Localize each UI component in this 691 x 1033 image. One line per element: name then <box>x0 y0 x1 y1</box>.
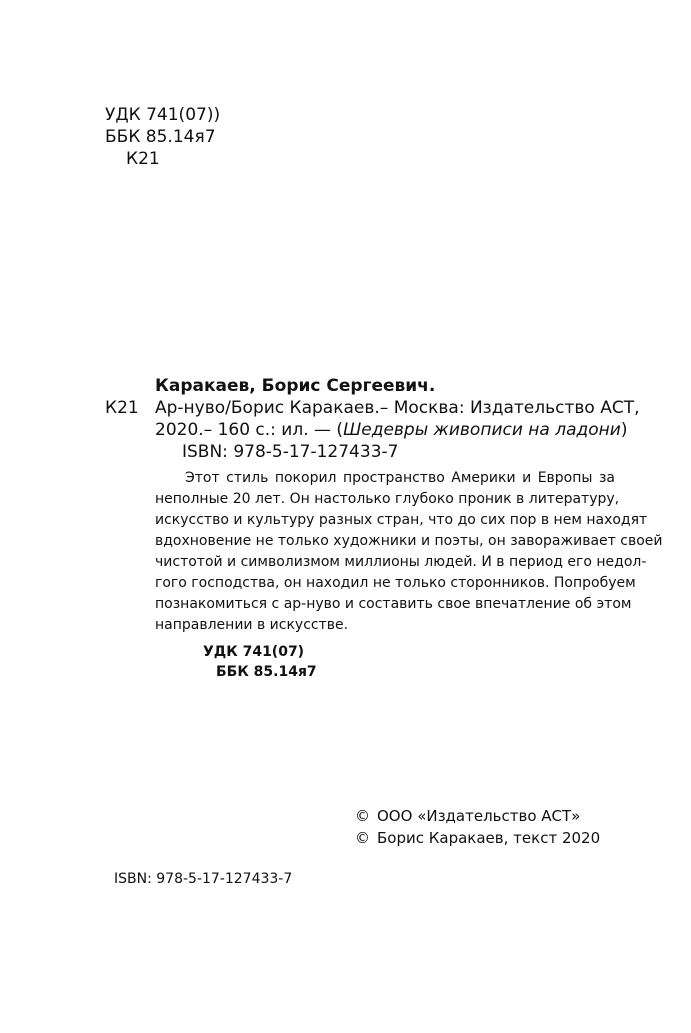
author-heading: Каракаев, Борис Сергеевич. <box>155 376 436 396</box>
abstract-line: познакомиться с ар-нуво и составить свое впечатление об этом <box>155 596 632 612</box>
bbk-code-top: ББК 85.14я7 <box>105 127 216 147</box>
title-line-1: Ар-нуво/Борис Каракаев.– Москва: Издательство АСТ, <box>155 398 640 418</box>
udk-code-bottom: УДК 741(07) <box>203 644 305 660</box>
title-line-2-suffix: ) <box>620 420 628 440</box>
copyright-publisher <box>355 805 580 827</box>
abstract <box>155 468 663 636</box>
copyright-author <box>355 827 600 849</box>
bbk-code-bottom: ББК 85.14я7 <box>216 664 317 680</box>
copyright-publisher-text: ООО «Издательство АСТ» <box>377 807 581 825</box>
series-title: Шедевры живописи на ладони <box>343 420 621 440</box>
copyright-icon: © <box>355 807 370 825</box>
title-line-2 <box>155 419 627 441</box>
abstract-line: направлении в искусстве. <box>155 617 349 633</box>
title-line-2-prefix: 2020.– 160 с.: ил. — ( <box>155 420 344 440</box>
abstract-line: чистотой и символизмом миллионы людей. И в период его недол- <box>155 554 647 570</box>
isbn-record: ISBN: 978-5-17-127433-7 <box>182 442 399 462</box>
copyright-icon: © <box>355 829 370 847</box>
abstract-line: искусство и культуру разных стран, что до сих пор в нем находят <box>155 512 648 528</box>
abstract-line: неполные 20 лет. Он настолько глубоко проник в литературу, <box>155 491 620 507</box>
udk-code-top: УДК 741(07)) <box>105 105 221 125</box>
abstract-line: вдохновение не только художники и поэты, он завораживает своей <box>155 533 663 549</box>
abstract-line: гого господства, он находил не только сторонников. Попробуем <box>155 575 636 591</box>
author-mark-record: К21 <box>105 398 139 418</box>
isbn-footer: ISBN: 978-5-17-127433-7 <box>114 871 293 887</box>
copyright-author-text: Борис Каракаев, текст 2020 <box>377 829 601 847</box>
author-mark-top: К21 <box>126 149 160 169</box>
abstract-line: Этот стиль покорил пространство Америки и Европы за <box>185 470 615 486</box>
